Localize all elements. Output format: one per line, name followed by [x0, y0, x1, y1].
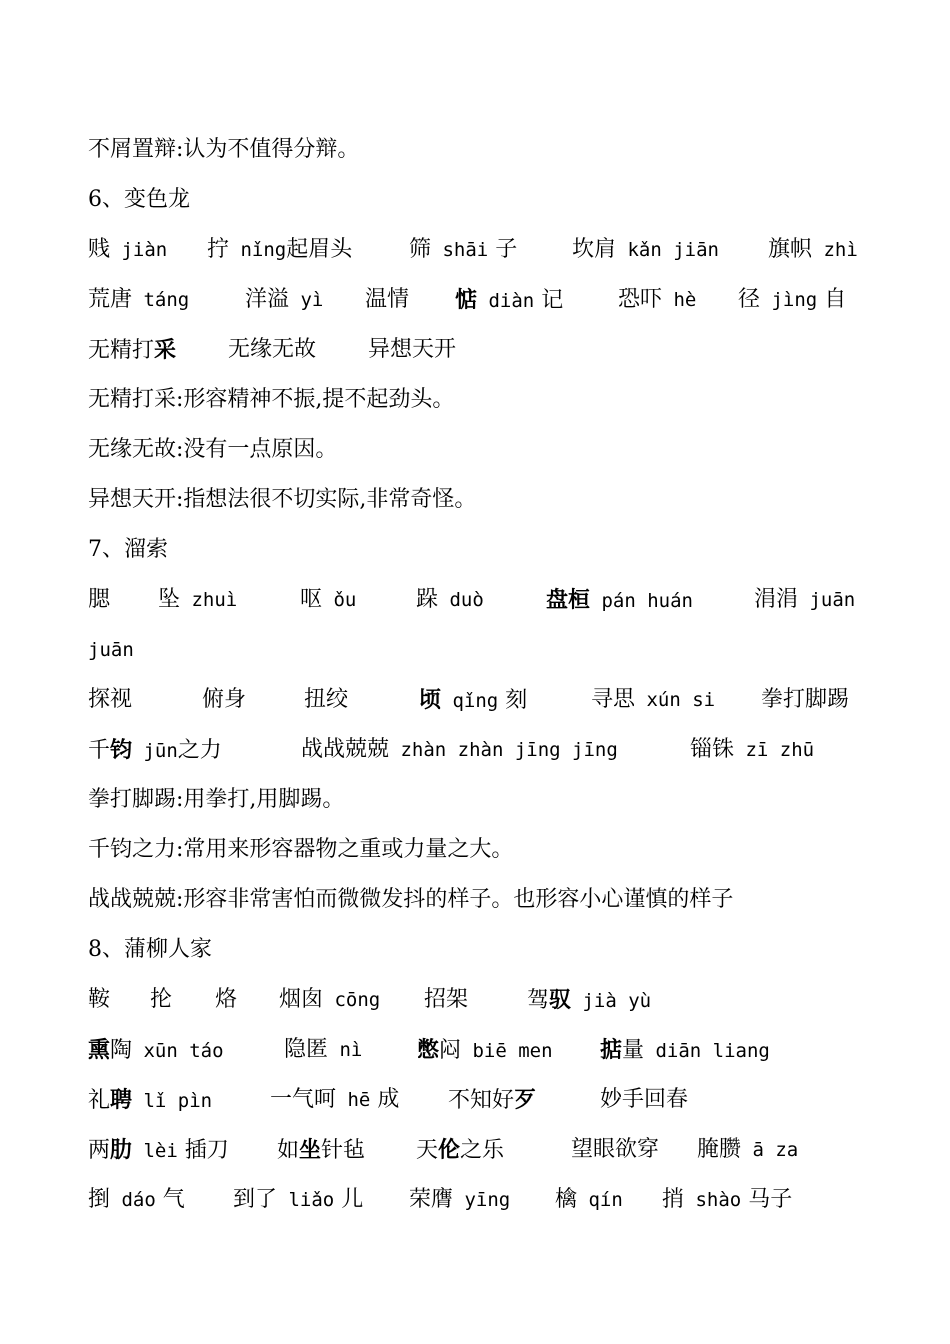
chinese-text: 荒唐 [88, 287, 133, 312]
vocab-item [697, 1137, 798, 1163]
vocab-item [546, 587, 693, 614]
pinyin-text: ǒu [322, 589, 357, 611]
chinese-text: 异想天开 [368, 337, 457, 362]
chinese-text: 气 [155, 1187, 185, 1212]
chinese-text: 拳打脚踢 [761, 687, 850, 712]
pinyin-text: kǎn jiān [616, 239, 719, 261]
vocab-item [662, 1187, 792, 1213]
chinese-text: 贱 [88, 237, 111, 262]
vocab-line [0, 737, 950, 765]
chinese-text: 插刀 [177, 1138, 229, 1163]
pinyin-text: lǐ pìn [132, 1090, 213, 1112]
chinese-text: 到了 [233, 1187, 278, 1212]
chinese-text: 荣膺 [409, 1187, 454, 1212]
chinese-text: 筛 [409, 237, 432, 262]
vocab-line [0, 1187, 950, 1215]
chinese-text: 天 [416, 1138, 439, 1163]
pinyin-text: qín [577, 1189, 623, 1211]
vocab-item [368, 337, 456, 363]
vocab-line [0, 987, 950, 1015]
bold-character: 盘桓 [546, 587, 591, 613]
pinyin-text: yì [289, 289, 324, 311]
vocab-line [0, 1087, 950, 1115]
chinese-text: 驾 [527, 988, 550, 1013]
pinyin-text: dáo [110, 1189, 156, 1211]
definition-line: 无精打采:形容精神不振,提不起劲头。 [88, 387, 455, 412]
pinyin-text: zhàn zhàn jīng jīng [389, 739, 618, 761]
vocab-item [365, 287, 409, 313]
bold-character: 采 [154, 337, 177, 363]
vocab-item [600, 1087, 688, 1113]
bold-character: 聘 [110, 1087, 133, 1113]
vocab-item [572, 237, 719, 263]
vocab-item [284, 1037, 362, 1063]
vocab-item [88, 987, 110, 1013]
chinese-text: 量 [622, 1038, 645, 1063]
chinese-text: 千 [88, 738, 111, 763]
bold-character: 肋 [110, 1137, 133, 1163]
definition-line: 千钧之力:常用来形容器物之重或力量之大。 [88, 837, 514, 862]
pinyin-text: jūn [132, 740, 178, 762]
vocab-item [571, 1137, 659, 1163]
section-heading: 7、溜索 [88, 537, 168, 562]
pinyin-text: hē [336, 1089, 371, 1111]
chinese-text: 无精打 [88, 338, 155, 363]
vocab-item [150, 987, 172, 1013]
vocab-item [304, 687, 348, 713]
pinyin-text: shāi [431, 239, 489, 261]
vocab-item [158, 587, 237, 613]
definition-line: 异想天开:指想法很不切实际,非常奇怪。 [88, 487, 477, 512]
chinese-text: 隐匿 [284, 1037, 329, 1062]
vocab-item [279, 987, 380, 1013]
chinese-text: 旗帜 [768, 237, 813, 262]
section-heading: 6、变色龙 [88, 187, 190, 212]
bold-character: 歹 [514, 1087, 537, 1113]
pinyin-text: xún si [635, 689, 716, 711]
vocab-item [527, 987, 651, 1014]
chinese-text: 无缘无故 [228, 337, 317, 362]
chinese-text: 成 [370, 1087, 400, 1112]
section-heading: 8、蒲柳人家 [88, 937, 212, 962]
pinyin-text: juān [798, 589, 856, 611]
vocab-item [88, 1137, 229, 1164]
pinyin-text: zhì [812, 239, 858, 261]
chinese-text: 记 [534, 288, 564, 313]
pinyin-text: táng [132, 289, 190, 311]
vocab-item [215, 987, 237, 1013]
chinese-text: 坎肩 [572, 237, 617, 262]
definition-line: 拳打脚踢:用拳打,用脚踢。 [88, 787, 345, 812]
chinese-text: 儿 [334, 1187, 364, 1212]
chinese-text: 寻思 [591, 687, 636, 712]
pinyin-text: yīng [453, 1189, 511, 1211]
chinese-text: 捎 [662, 1187, 685, 1212]
chinese-text: 如 [277, 1138, 300, 1163]
bold-character: 坐 [299, 1137, 322, 1163]
pinyin-text: nì [328, 1039, 363, 1061]
chinese-text: 恐吓 [618, 287, 663, 312]
pinyin-text: cōng [323, 989, 381, 1011]
vocab-item [88, 637, 134, 663]
vocab-item [88, 337, 176, 364]
chinese-text: 两 [88, 1138, 111, 1163]
vocab-item [88, 1087, 212, 1114]
chinese-text: 闷 [439, 1038, 462, 1063]
chinese-text: 腌臜 [697, 1137, 742, 1162]
vocab-line [0, 1137, 950, 1165]
pinyin-text: qǐng [441, 690, 499, 712]
vocab-item [409, 1187, 510, 1213]
vocab-line [0, 237, 950, 265]
pinyin-text: nǐng [229, 239, 287, 261]
vocab-item [88, 737, 222, 764]
chinese-text: 之乐 [460, 1138, 505, 1163]
vocab-item [207, 237, 352, 263]
vocab-item [301, 737, 618, 763]
pinyin-text: diàn [477, 290, 535, 312]
chinese-text: 烙 [215, 987, 238, 1012]
chinese-text: 针毡 [321, 1138, 366, 1163]
chinese-text: 腮 [88, 587, 111, 612]
vocab-item [419, 687, 527, 714]
vocab-item [233, 1187, 363, 1213]
pinyin-text: jiàn [110, 239, 168, 261]
definition-line: 无缘无故:没有一点原因。 [88, 437, 338, 462]
vocab-item [591, 687, 715, 713]
vocab-line [0, 337, 950, 365]
chinese-text: 呕 [300, 587, 323, 612]
vocab-item [277, 1137, 365, 1164]
vocab-item [424, 987, 468, 1013]
pinyin-text: lèi [132, 1140, 178, 1162]
bold-character: 掂 [600, 1037, 623, 1063]
chinese-text: 洋溢 [245, 287, 290, 312]
pinyin-text: duò [438, 589, 484, 611]
chinese-text: 探视 [88, 687, 133, 712]
vocab-item [600, 1037, 770, 1064]
vocab-item [88, 587, 110, 613]
bold-character: 惦 [455, 287, 478, 313]
chinese-text: 涓涓 [754, 587, 799, 612]
vocab-item [88, 287, 189, 313]
chinese-text: 抡 [150, 987, 173, 1012]
chinese-text: 望眼欲穿 [571, 1137, 660, 1162]
pinyin-text: zhuì [180, 589, 238, 611]
chinese-text: 之力 [177, 738, 222, 763]
vocab-item [202, 687, 246, 713]
bold-character: 驭 [549, 987, 572, 1013]
vocab-line [0, 687, 950, 715]
vocab-item [555, 1187, 623, 1213]
chinese-text: 陶 [110, 1038, 133, 1063]
pinyin-text: juān [88, 639, 134, 661]
pinyin-text: biē men [461, 1040, 553, 1062]
chinese-text: 子 [488, 237, 518, 262]
pinyin-text: xūn táo [132, 1040, 224, 1062]
vocab-line [0, 587, 950, 615]
chinese-text: 烟囱 [279, 987, 324, 1012]
chinese-text: 檎 [555, 1187, 578, 1212]
pinyin-text: jìng [760, 289, 818, 311]
chinese-text: 跺 [416, 587, 439, 612]
vocab-line [0, 1037, 950, 1065]
chinese-text: 拧 [207, 237, 230, 262]
chinese-text: 起眉头 [286, 237, 353, 262]
pinyin-text: pán huán [590, 590, 693, 612]
pinyin-text: jià yù [571, 990, 652, 1012]
vocab-item [409, 237, 517, 263]
vocab-item [754, 587, 855, 613]
definition-line: 不屑置辩:认为不值得分辩。 [88, 137, 360, 162]
vocab-item [416, 587, 484, 613]
chinese-text: 捯 [88, 1187, 111, 1212]
definition-line: 战战兢兢:形容非常害怕而微微发抖的样子。也形容小心谨慎的样子 [88, 887, 734, 912]
vocab-item [618, 287, 696, 313]
chinese-text: 温情 [365, 287, 410, 312]
chinese-text: 径 [738, 287, 761, 312]
bold-character: 钧 [110, 737, 133, 763]
chinese-text: 妙手回春 [600, 1087, 689, 1112]
chinese-text: 礼 [88, 1088, 111, 1113]
pinyin-text: ā za [741, 1139, 799, 1161]
pinyin-text: liǎo [277, 1189, 335, 1211]
bold-character: 伦 [438, 1137, 461, 1163]
vocab-item [455, 287, 563, 314]
bold-character: 憋 [417, 1037, 440, 1063]
vocab-item [768, 237, 858, 263]
chinese-text: 马子 [741, 1187, 793, 1212]
chinese-text: 坠 [158, 587, 181, 612]
vocab-line [0, 287, 950, 315]
vocab-line [0, 637, 950, 665]
bold-character: 顷 [419, 687, 442, 713]
vocab-item [416, 1137, 504, 1164]
chinese-text: 战战兢兢 [301, 737, 390, 762]
chinese-text: 锱铢 [690, 737, 735, 762]
pinyin-text: diān liang [644, 1040, 770, 1062]
vocab-item [738, 287, 846, 313]
chinese-text: 一气呵 [270, 1087, 337, 1112]
vocab-item [228, 337, 316, 363]
vocab-item [690, 737, 814, 763]
chinese-text: 刻 [498, 688, 528, 713]
chinese-text: 鞍 [88, 987, 111, 1012]
vocab-item [245, 287, 323, 313]
vocab-item [448, 1087, 536, 1114]
vocab-item [88, 1037, 224, 1064]
chinese-text: 扭绞 [304, 687, 349, 712]
pinyin-text: shào [684, 1189, 742, 1211]
vocab-item [300, 587, 356, 613]
vocab-item [88, 1187, 185, 1213]
vocab-item [88, 237, 167, 263]
chinese-text: 俯身 [202, 687, 247, 712]
vocab-item [761, 687, 849, 713]
pinyin-text: zī zhū [734, 739, 815, 761]
vocab-item [417, 1037, 553, 1064]
pinyin-text: hè [662, 289, 697, 311]
vocab-item [88, 687, 132, 713]
chinese-text: 不知好 [448, 1088, 515, 1113]
vocab-item [270, 1087, 399, 1113]
bold-character: 熏 [88, 1037, 111, 1063]
chinese-text: 招架 [424, 987, 469, 1012]
chinese-text: 自 [817, 287, 847, 312]
